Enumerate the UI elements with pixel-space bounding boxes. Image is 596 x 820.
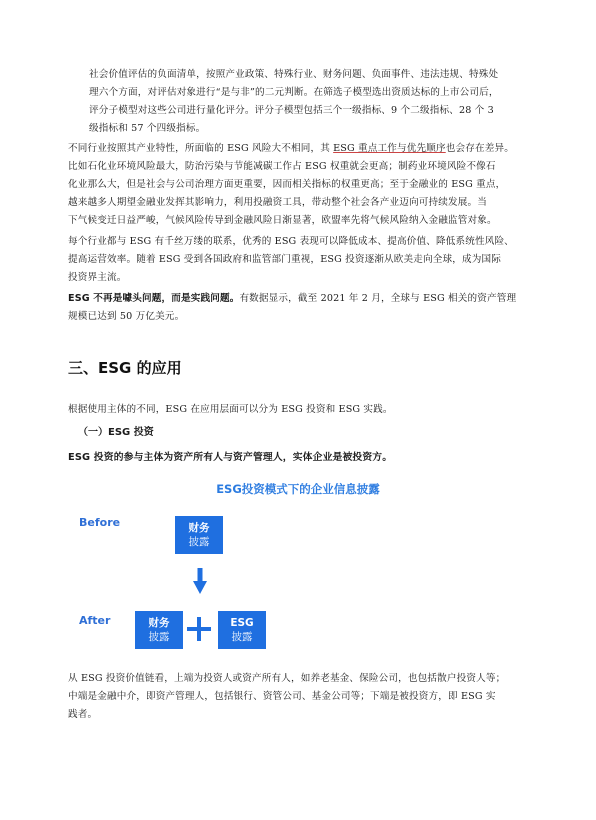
esg-disclosure-box [218,611,266,649]
paragraph-line: 下气候变迁日益严峻，气候风险传导到金融风险日渐显著，欧盟率先将气候风险纳入金融监管对象。 [68,215,497,226]
bold-paragraph: ESG 投资的参与主体为资产所有人与资产管理人，实体企业是被投资方。 [68,452,393,463]
text-run: 也会存在差异。 [445,143,514,154]
box-label: 披露 [188,536,210,548]
box-label: 披露 [231,631,253,643]
paragraph-line: 级指标和 57 个四级指标。 [89,123,206,134]
paragraph-line: 比如石化业环境风险最大，防治污染与节能减碳工作占 ESG 权重就会更高；制药业环境风险不像石 [68,161,496,172]
paragraph-line: 化业那么大，但是社会与公司治理方面更重要，因而相关指标的权重更高；至于金融业的 ESG 重点， [68,179,506,190]
box-label: 财务 [148,617,170,629]
box-label: 披露 [148,631,170,643]
figure-title: ESG投资模式下的企业信息披露 [216,482,380,496]
bold-statement: ESG 不再是噱头问题，而是实践问题。 [68,293,240,304]
before-label: Before [79,516,121,529]
financial-disclosure-box-after [135,611,183,649]
paragraph-line: 每个行业都与 ESG 有千丝万缕的联系，优秀的 ESG 表现可以降低成本、提高价值、降低系统性风险、 [68,236,514,247]
text-run: 有数据显示，截至 2021 年 2 月，全球与 ESG 相关的资产管理 [239,293,517,304]
paragraph-line [68,140,514,158]
box-label: ESG [230,617,254,629]
paragraph-line: 从 ESG 投资价值链看，上端为投资人或资产所有人，如养老基金、保险公司，也包括散户投资人等； [68,673,506,684]
paragraph-line: 践者。 [68,709,98,720]
paragraph-line: 越来越多人期望金融业发挥其影响力，利用投融资工具，带动整个社会各产业迈向可持续发展。当 [68,197,487,208]
plus-icon [187,617,211,641]
section-heading: 三、ESG 的应用 [68,359,182,377]
paragraph-line: 中端是金融中介，即资产管理人，包括银行、资管公司、基金公司等；下端是被投资方，即 ESG 实 [68,691,496,702]
paragraph-line: 投资界主流。 [68,272,127,283]
paragraph-line [68,290,516,308]
financial-disclosure-box-before [175,516,223,554]
paragraph-line: 理六个方面，对评估对象进行“是与非”的二元判断。在筛选子模型选出资质达标的上市公司后， [89,87,499,98]
paragraph-line: 社会价值评估的负面清单，按照产业政策、特殊行业、财务问题、负面事件、违法违规、特殊处 [89,69,499,80]
box-label: 财务 [188,522,210,534]
underlined-text: ESG 重点工作与优先顺序 [333,143,446,154]
paragraph-line: 提高运营效率。随着 ESG 受到各国政府和监管部门重视，ESG 投资逐渐从欧美走向全球，成为国际 [68,254,501,265]
after-label: After [79,614,111,627]
text-run: 不同行业按照其产业特性，所面临的 ESG 风险大不相同，其 [68,143,334,154]
down-arrow-icon [193,568,207,594]
paragraph-line: 评分子模型对这些公司进行量化评分。评分子模型包括三个一级指标、9 个二级指标、28 个 3 [89,105,494,116]
paragraph-line: 规模已达到 50 万亿美元。 [68,311,185,322]
paragraph-line: 根据使用主体的不同，ESG 在应用层面可以分为 ESG 投资和 ESG 实践。 [68,404,393,415]
subsection-heading: （一）ESG 投资 [78,427,154,438]
